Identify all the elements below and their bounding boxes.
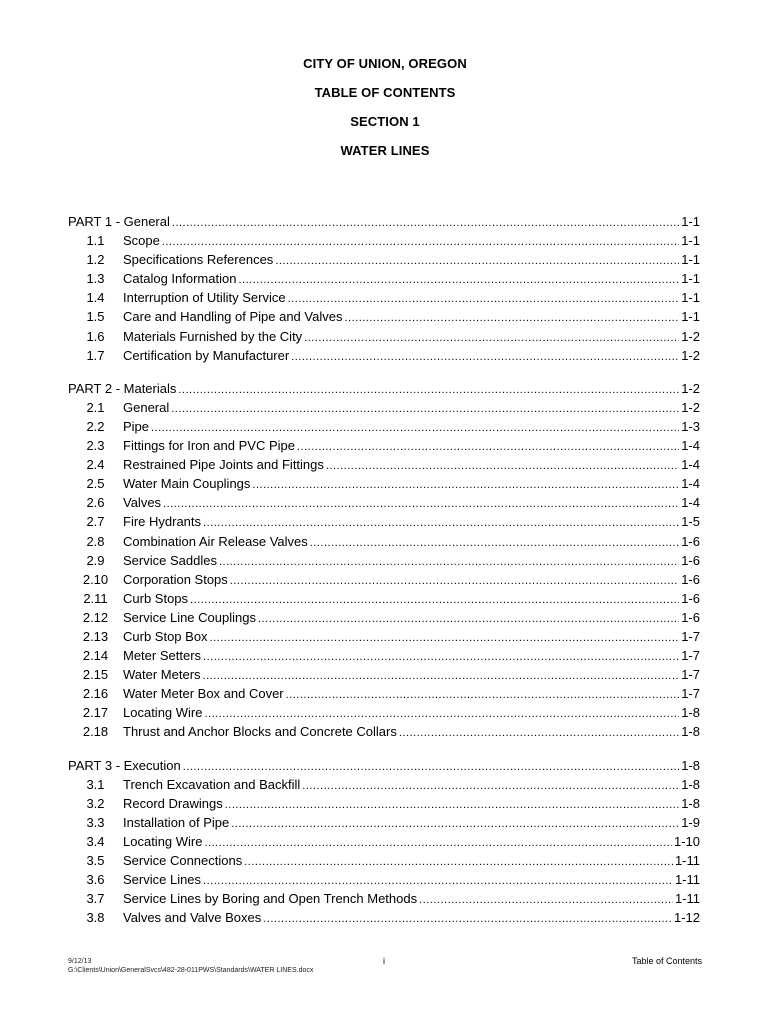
toc-entry-number: 1.1 <box>86 233 105 249</box>
toc-part-heading[interactable] <box>68 379 700 398</box>
toc-page-ref: 1-7 <box>681 667 700 683</box>
toc-entry-title: Curb Stops <box>123 590 189 606</box>
toc-leader <box>210 629 680 648</box>
toc-page-ref: 1-1 <box>681 214 700 229</box>
toc-entry-title: Scope <box>123 233 160 249</box>
toc-part-title: PART 1 - General <box>68 214 170 229</box>
toc-page-ref: 1-11 <box>674 853 700 868</box>
toc-entry-number: 2.3 <box>86 438 105 454</box>
toc-page-ref: 1-1 <box>681 309 700 325</box>
toc-leader <box>288 290 680 309</box>
toc-entry[interactable] <box>68 703 700 722</box>
toc-page-ref: 1-5 <box>681 514 700 530</box>
toc-leader <box>190 591 679 610</box>
toc-leader <box>252 476 679 495</box>
doc-title-subject: WATER LINES <box>340 143 430 158</box>
toc-entry-title: Certification by Manufacturer <box>123 347 290 363</box>
toc-entry-title: Restrained Pipe Joints and Fittings <box>123 457 324 473</box>
toc-page-ref: 1-8 <box>681 705 700 721</box>
toc-leader <box>171 400 679 419</box>
toc-entry-title: Service Line Couplings <box>123 609 256 625</box>
toc-page-ref: 1-1 <box>681 252 700 268</box>
toc-page-ref: 1-4 <box>681 457 700 473</box>
toc-entry-number: 2.6 <box>86 495 105 511</box>
toc-entry[interactable] <box>68 231 700 250</box>
toc-page-ref: 1-9 <box>681 814 700 830</box>
toc-entry-title: Specifications References <box>123 252 274 268</box>
table-of-contents <box>68 212 700 941</box>
toc-leader <box>310 534 679 553</box>
toc-entry[interactable] <box>68 474 700 493</box>
toc-entry-title: Valves <box>123 495 162 511</box>
toc-entry[interactable] <box>68 398 700 417</box>
toc-page-ref: 1-4 <box>681 476 700 492</box>
toc-entry-title: Catalog Information <box>123 271 237 287</box>
toc-part-title: PART 3 - Execution <box>68 757 181 773</box>
toc-page-ref: 1-6 <box>681 552 700 568</box>
toc-entry-number: 3.3 <box>86 814 105 830</box>
toc-entry[interactable] <box>68 684 700 703</box>
toc-entry-number: 2.18 <box>82 724 109 740</box>
toc-entry-title: General <box>123 399 170 415</box>
toc-page-ref: 1-6 <box>681 571 700 587</box>
toc-entry-number: 2.8 <box>86 533 105 549</box>
footer-date: 9/12/13 <box>68 958 92 965</box>
toc-leader <box>399 724 679 743</box>
toc-entry[interactable] <box>68 532 700 551</box>
toc-leader <box>204 834 671 853</box>
toc-page-ref: 1-8 <box>681 795 700 811</box>
toc-entry-title: Fittings for Iron and PVC Pipe <box>123 438 295 454</box>
toc-entry[interactable] <box>68 327 700 346</box>
toc-page-ref: 1-8 <box>681 724 700 740</box>
toc-part-heading[interactable] <box>68 212 700 231</box>
toc-entry-number: 2.4 <box>86 457 105 473</box>
doc-title-section: SECTION 1 <box>350 114 420 129</box>
toc-entry[interactable] <box>68 269 700 288</box>
toc-entry-title: Service Lines <box>123 872 202 888</box>
toc-page-ref: 1-6 <box>681 590 700 606</box>
toc-entry-title: Materials Furnished by the City <box>123 328 303 344</box>
toc-leader <box>203 648 679 667</box>
toc-entry[interactable] <box>68 288 700 307</box>
toc-page-ref: 1-8 <box>681 757 700 773</box>
toc-entry-title: Curb Stop Box <box>123 628 208 644</box>
toc-entry-number: 1.6 <box>86 328 105 344</box>
toc-entry-title: Service Connections <box>123 853 243 868</box>
toc-entry[interactable] <box>68 493 700 512</box>
toc-entry-number: 3.7 <box>86 891 105 907</box>
toc-page-ref: 1-3 <box>681 418 700 434</box>
toc-leader <box>163 495 679 514</box>
toc-entry-title: Service Lines by Boring and Open Trench Methods <box>123 891 418 907</box>
toc-entry-title: Fire Hydrants <box>123 514 202 530</box>
toc-leader <box>286 686 680 705</box>
toc-page-ref: 1-10 <box>673 833 700 849</box>
toc-entry-number: 3.2 <box>86 795 105 811</box>
toc-leader <box>302 777 679 796</box>
toc-leader <box>178 381 679 400</box>
toc-entry-title: Valves and Valve Boxes <box>123 910 262 926</box>
toc-entry-number: 2.10 <box>82 571 109 587</box>
toc-entry[interactable] <box>68 250 700 269</box>
toc-entry[interactable] <box>68 436 700 455</box>
toc-entry[interactable] <box>68 417 700 436</box>
toc-entry[interactable] <box>68 608 700 627</box>
toc-page-ref: 1-8 <box>681 776 700 792</box>
toc-page-ref: 1-6 <box>681 609 700 625</box>
toc-entry-number: 3.5 <box>86 853 105 868</box>
toc-entry-title: Service Saddles <box>123 552 217 568</box>
toc-leader <box>244 853 673 872</box>
toc-entry-number: 3.6 <box>86 872 105 888</box>
toc-entry-number: 2.15 <box>82 667 109 683</box>
toc-entry[interactable] <box>68 851 700 870</box>
toc-entry[interactable] <box>68 870 700 889</box>
toc-entry-number: 2.9 <box>86 552 105 568</box>
toc-leader <box>172 214 679 233</box>
toc-entry-number: 2.14 <box>82 648 109 664</box>
toc-entry[interactable] <box>68 794 700 813</box>
toc-entry-number: 2.13 <box>82 628 109 644</box>
toc-entry-number: 2.11 <box>83 590 108 606</box>
toc-page-ref: 1-7 <box>681 648 700 664</box>
toc-entry[interactable] <box>68 646 700 665</box>
toc-entry-title: Locating Wire <box>123 833 203 849</box>
toc-entry[interactable] <box>68 908 700 927</box>
toc-leader <box>419 891 673 910</box>
toc-entry[interactable] <box>68 722 700 741</box>
toc-page-ref: 1-2 <box>681 328 700 344</box>
toc-entry[interactable] <box>68 570 700 589</box>
toc-page-ref: 1-7 <box>681 628 700 644</box>
toc-entry-number: 2.16 <box>82 686 109 702</box>
toc-entry-number: 1.4 <box>86 290 105 306</box>
toc-entry-number: 3.1 <box>86 776 105 792</box>
footer-page-number: i <box>383 956 385 966</box>
doc-title-city: CITY OF UNION, OREGON <box>303 56 467 71</box>
toc-part-heading[interactable] <box>68 756 700 775</box>
toc-part <box>68 379 700 742</box>
toc-entry-title: Water Main Couplings <box>123 476 251 492</box>
toc-entry[interactable] <box>68 627 700 646</box>
toc-page-ref: 1-1 <box>681 271 700 287</box>
toc-page-ref: 1-4 <box>681 495 700 511</box>
toc-leader <box>219 553 679 572</box>
toc-entry-title: Combination Air Release Valves <box>123 533 308 549</box>
toc-entry-title: Meter Setters <box>123 648 202 664</box>
toc-part <box>68 756 700 928</box>
toc-entry[interactable] <box>68 307 700 326</box>
toc-entry-number: 2.17 <box>82 705 109 721</box>
toc-entry-title: Care and Handling of Pipe and Valves <box>123 309 343 325</box>
toc-entry-number: 2.2 <box>86 418 105 434</box>
toc-leader <box>225 796 680 815</box>
footer-path: G:\Clients\Union\GeneralSvcs\482-28-011PWS\Standards\WATER LINES.docx <box>68 967 314 974</box>
toc-entry-title: Trench Excavation and Backfill <box>123 776 301 792</box>
toc-leader <box>238 271 679 290</box>
toc-entry-title: Interruption of Utility Service <box>123 290 286 306</box>
toc-entry-number: 1.7 <box>86 347 105 363</box>
toc-entry-number: 2.7 <box>86 514 105 530</box>
toc-part-title: PART 2 - Materials <box>68 380 177 396</box>
toc-leader <box>258 610 679 629</box>
toc-page-ref: 1-4 <box>681 438 700 454</box>
toc-leader <box>297 438 679 457</box>
toc-entry-title: Record Drawings <box>123 795 223 811</box>
toc-leader <box>344 309 679 328</box>
toc-page-ref: 1-2 <box>681 399 700 415</box>
toc-entry[interactable] <box>68 665 700 684</box>
toc-page-ref: 1-12 <box>673 910 700 926</box>
toc-entry-number: 2.1 <box>86 399 105 415</box>
toc-page-ref: 1-11 <box>674 891 700 907</box>
toc-leader <box>304 329 679 348</box>
toc-leader <box>263 910 672 929</box>
toc-entry-number: 1.3 <box>86 271 105 287</box>
toc-leader <box>275 252 679 271</box>
toc-leader <box>326 457 679 476</box>
toc-page-ref: 1-7 <box>681 686 700 702</box>
toc-entry-number: 1.2 <box>86 252 105 268</box>
toc-page-ref: 1-2 <box>681 380 700 396</box>
toc-entry-number: 1.5 <box>86 309 105 325</box>
footer-section-label: Table of Contents <box>631 956 702 966</box>
toc-leader <box>291 348 679 367</box>
toc-entry-title: Water Meters <box>123 667 201 683</box>
toc-entry-number: 2.12 <box>82 609 109 625</box>
toc-entry[interactable] <box>68 832 700 851</box>
toc-entry[interactable] <box>68 589 700 608</box>
toc-entry-number: 2.5 <box>86 476 105 492</box>
toc-entry[interactable] <box>68 813 700 832</box>
toc-page-ref: 1-6 <box>681 533 700 549</box>
toc-entry-title: Corporation Stops <box>123 571 228 587</box>
toc-part <box>68 212 700 365</box>
toc-entry-number: 3.4 <box>86 833 105 849</box>
toc-entry[interactable] <box>68 455 700 474</box>
toc-entry-title: Installation of Pipe <box>123 814 230 830</box>
toc-leader <box>230 572 679 591</box>
toc-entry[interactable] <box>68 551 700 570</box>
doc-title-toc: TABLE OF CONTENTS <box>314 85 456 100</box>
toc-page-ref: 1-11 <box>674 872 700 888</box>
toc-entry-title: Water Meter Box and Cover <box>123 686 284 702</box>
toc-entry-title: Pipe <box>123 418 150 434</box>
toc-entry[interactable] <box>68 346 700 365</box>
toc-entry[interactable] <box>68 512 700 531</box>
footer-meta <box>68 957 313 975</box>
toc-page-ref: 1-1 <box>681 290 700 306</box>
toc-entry[interactable] <box>68 889 700 908</box>
toc-page-ref: 1-2 <box>681 347 700 363</box>
toc-entry-title: Locating Wire <box>123 705 203 721</box>
toc-leader <box>231 815 679 834</box>
toc-entry-title: Thrust and Anchor Blocks and Concrete Collars <box>123 724 397 740</box>
toc-entry[interactable] <box>68 775 700 794</box>
toc-entry-number: 3.8 <box>86 910 105 926</box>
toc-page-ref: 1-1 <box>681 233 700 249</box>
